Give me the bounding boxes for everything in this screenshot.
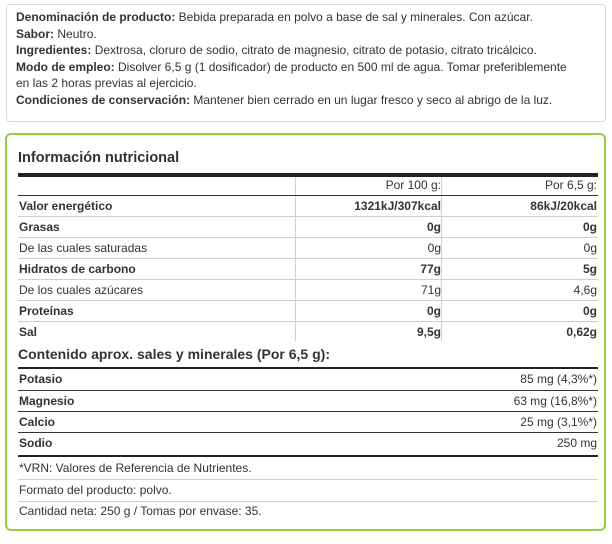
nutrition-row: Sal 9,5g 0,62g	[19, 325, 597, 339]
minerals-title: Contenido aprox. sales y minerales (Por 6,5 g):	[18, 346, 330, 362]
footer-note: Cantidad neta: 250 g / Tomas por envase: 35.	[19, 504, 262, 518]
product-info-line: Sabor: Neutro.	[16, 26, 97, 41]
product-info-card	[6, 4, 606, 122]
product-info-line: Denominación de producto: Bebida preparada en polvo a base de sal y minerales. Con azúcar.	[16, 10, 533, 24]
mineral-row: Magnesio 63 mg (16,8%*)	[19, 394, 597, 408]
nutrition-header-row	[18, 175, 598, 196]
nutrition-row: De las cuales saturadas 0g 0g	[19, 241, 597, 255]
product-info-line: Ingredientes: Dextrosa, cloruro de sodio, citrato de magnesio, citrato de potasio, citrato tricálcico.	[16, 43, 537, 58]
product-info-line: Condiciones de conservación: Mantener bien cerrado en un lugar fresco y seco al abrigo de la luz.	[16, 92, 553, 107]
product-info-line: en las 2 horas previas al ejercicio.	[16, 76, 197, 91]
mineral-row: Calcio 25 mg (3,1%*)	[19, 415, 597, 429]
mineral-row: Potasio 85 mg (4,3%*)	[19, 372, 597, 386]
header-per100: Por 100 g:	[385, 178, 441, 192]
mineral-row: Sodio 250 mg	[19, 436, 597, 450]
nutrition-row: Grasas 0g 0g	[19, 220, 597, 234]
footer-note: *VRN: Valores de Referencia de Nutrientes.	[19, 461, 252, 475]
nutrition-row: De los cuales azúcares 71g 4,6g	[19, 283, 597, 297]
nutrition-row: Proteínas 0g 0g	[19, 304, 597, 318]
nutrition-card	[5, 133, 606, 531]
nutrition-row: Valor energético 1321kJ/307kcal 86kJ/20kcal	[19, 199, 597, 213]
nutrition-title: Información nutricional	[18, 150, 180, 166]
nutrition-row: Hidratos de carbono 77g 5g	[19, 262, 597, 276]
minerals-end-divider	[18, 455, 598, 457]
header-per-serving: Por 6,5 g:	[544, 178, 597, 192]
product-info-line: Modo de empleo: Disolver 6,5 g (1 dosificador) de producto en 500 ml de agua. Tomar preferiblemente	[16, 59, 567, 74]
footer-note: Formato del producto: polvo.	[19, 483, 172, 497]
